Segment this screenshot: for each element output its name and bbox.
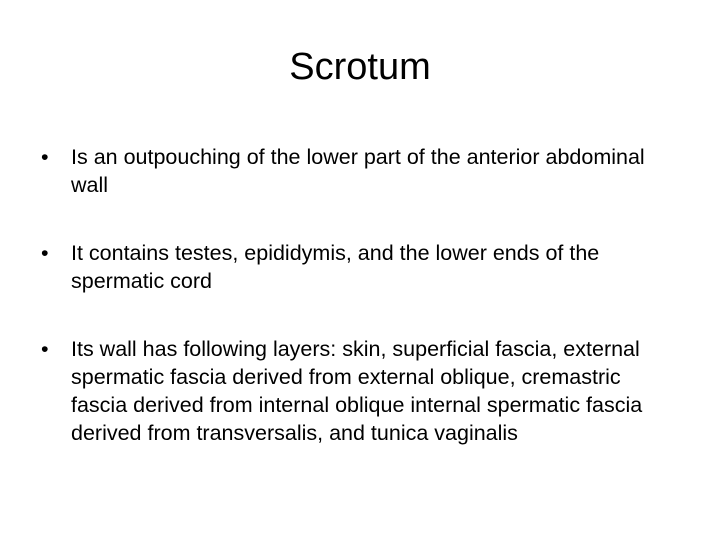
bullet-marker: •	[41, 337, 49, 361]
bullet-item-contents	[36, 239, 676, 295]
slide-title: Scrotum	[289, 46, 431, 88]
bullet-item-outpouching	[36, 143, 676, 199]
bullet-item-wall-layers	[36, 335, 676, 447]
bullet-text: Is an outpouching of the lower part of the anterior abdominal wall	[71, 145, 645, 197]
bullet-list	[36, 143, 676, 447]
bullet-text: Its wall has following layers: skin, superficial fascia, external spermatic fascia derived from external oblique, cremastric fascia derived from internal oblique internal spermatic fascia derived from transversalis, and tunica vaginalis	[71, 337, 643, 445]
bullet-text: It contains testes, epididymis, and the lower ends of the spermatic cord	[71, 241, 600, 293]
bullet-marker: •	[41, 241, 49, 265]
bullet-marker: •	[41, 145, 49, 169]
